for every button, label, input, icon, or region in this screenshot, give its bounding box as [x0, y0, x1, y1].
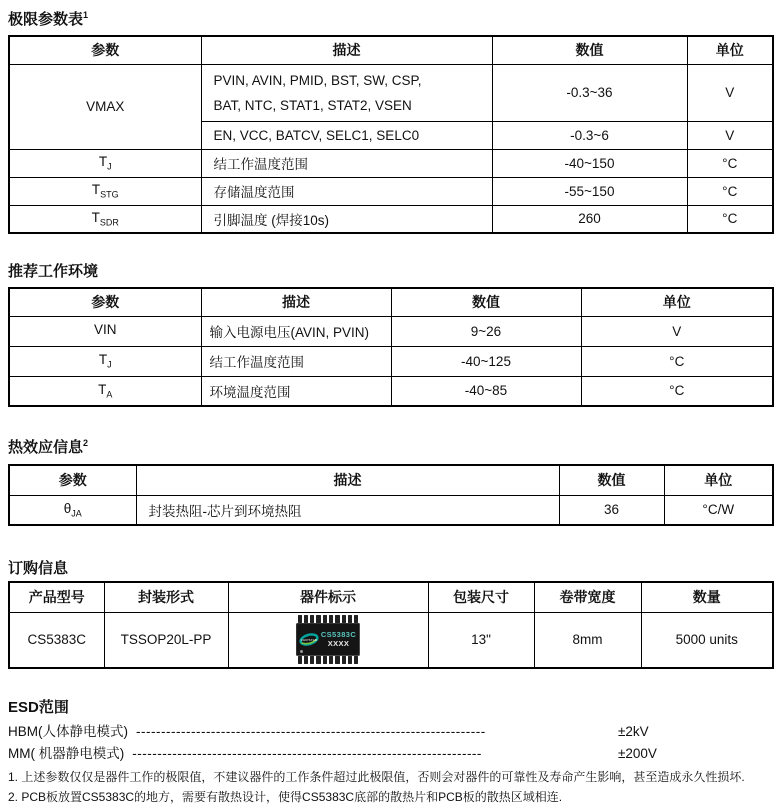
- desc-cell: 结工作温度范围: [201, 149, 492, 177]
- abs-max-table: [8, 35, 774, 234]
- section-title-recommended: [8, 262, 774, 282]
- param-symbol: θ: [63, 500, 72, 516]
- header-cell-value: 数值: [492, 36, 687, 64]
- param-symbol: T: [91, 209, 100, 225]
- header-cell-unit: 单位: [687, 36, 773, 64]
- table-row: [9, 64, 773, 121]
- section-title-text: 极限参数表: [8, 11, 84, 28]
- header-cell-desc: 描述: [136, 465, 559, 495]
- section-title-text: 推荐工作环境: [8, 263, 99, 280]
- table-row: [9, 177, 773, 205]
- section-title-ordering: [8, 559, 774, 579]
- param-cell: [9, 177, 201, 205]
- param-symbol: T: [98, 154, 108, 170]
- param-cell: [9, 205, 201, 233]
- part-number-cell: CS5383C: [9, 612, 104, 668]
- desc-cell: [201, 64, 492, 121]
- header-cell-marking: 器件标示: [228, 582, 428, 612]
- tape-width-cell: 8mm: [534, 612, 641, 668]
- table-row: [9, 495, 773, 525]
- header-cell-package: 封装形式: [104, 582, 228, 612]
- desc-cell: 环境温度范围: [201, 376, 391, 406]
- desc-cell: 引脚温度 (焊接10s): [201, 205, 492, 233]
- chip-marking: [319, 631, 358, 648]
- unit-cell: V: [687, 121, 773, 149]
- desc-cell: 结工作温度范围: [201, 346, 391, 376]
- chip-logo-text: CHIPSTAR: [300, 638, 318, 643]
- unit-cell: °C: [687, 149, 773, 177]
- param-subscript: J: [107, 359, 112, 370]
- desc-line: PVIN, AVIN, PMID, BST, SW, CSP,: [213, 72, 422, 88]
- table-row: [9, 612, 773, 668]
- param-cell: [9, 149, 201, 177]
- marking-cell: [228, 612, 428, 668]
- recommended-table: [8, 287, 774, 407]
- section-title-text: ESD范围: [8, 699, 69, 716]
- unit-cell: °C: [687, 205, 773, 233]
- header-cell-unit: 单位: [664, 465, 773, 495]
- esd-label: MM( 机器静电模式): [8, 746, 125, 761]
- value-cell: -40~150: [492, 149, 687, 177]
- param-cell: [9, 495, 136, 525]
- table-row: [9, 149, 773, 177]
- header-cell-param: 参数: [9, 288, 201, 316]
- header-cell-param: 参数: [9, 465, 136, 495]
- footnote-2: 2. PCB板放置CS5383C的地方，需要有散热设计，使得CS5383C底部的散热片和PCB板的散热区域相连.: [8, 790, 563, 804]
- thermal-table: [8, 464, 774, 526]
- unit-cell: °C: [581, 346, 773, 376]
- param-subscript: STG: [100, 189, 119, 200]
- table-header-row: [9, 465, 773, 495]
- header-cell-part-number: 产品型号: [9, 582, 104, 612]
- param-subscript: JA: [71, 508, 82, 519]
- param-symbol: VIN: [93, 322, 117, 338]
- chipstar-logo-icon: [299, 632, 319, 647]
- value-cell: 9~26: [391, 316, 581, 346]
- chip-marking-line2: XXXX: [327, 638, 350, 648]
- value-cell: 36: [559, 495, 664, 525]
- unit-cell: V: [687, 64, 773, 121]
- esd-row-hbm: [8, 720, 664, 742]
- table-header-row: [9, 36, 773, 64]
- value-cell: -40~125: [391, 346, 581, 376]
- unit-cell: °C/W: [664, 495, 773, 525]
- footnotes: [8, 767, 774, 807]
- section-title-abs-max: [8, 5, 774, 30]
- desc-cell: 存储温度范围: [201, 177, 492, 205]
- unit-cell: V: [581, 316, 773, 346]
- reel-size-cell: 13": [428, 612, 534, 668]
- desc-cell: 输入电源电压(AVIN, PVIN): [201, 316, 391, 346]
- title-superscript: 1: [83, 10, 89, 20]
- header-cell-quantity: 数量: [641, 582, 773, 612]
- param-subscript: J: [107, 161, 112, 172]
- package-cell: TSSOP20L-PP: [104, 612, 228, 668]
- param-cell: [9, 346, 201, 376]
- value-cell: -0.3~36: [492, 64, 687, 121]
- value-cell: 260: [492, 205, 687, 233]
- param-symbol: T: [98, 381, 107, 397]
- esd-value: ±2kV: [618, 724, 649, 739]
- esd-row-mm: [8, 742, 664, 764]
- table-row: [9, 346, 773, 376]
- table-row: [9, 376, 773, 406]
- header-cell-desc: 描述: [201, 288, 391, 316]
- desc-cell: 封装热阻-芯片到环境热阻: [136, 495, 559, 525]
- unit-cell: °C: [581, 376, 773, 406]
- esd-value: ±200V: [618, 746, 657, 761]
- header-cell-reel-size: 包装尺寸: [428, 582, 534, 612]
- section-title-esd: [8, 698, 774, 718]
- unit-cell: °C: [687, 177, 773, 205]
- header-cell-value: 数值: [391, 288, 581, 316]
- section-title-text: 订购信息: [8, 560, 69, 577]
- chip-body: [296, 623, 360, 656]
- table-header-row: [9, 582, 773, 612]
- section-title-thermal: [8, 433, 774, 458]
- param-subscript: SDR: [99, 217, 119, 228]
- header-cell-desc: 描述: [201, 36, 492, 64]
- section-title-text: 热效应信息: [8, 439, 84, 456]
- table-row: [9, 316, 773, 346]
- header-cell-unit: 单位: [581, 288, 773, 316]
- desc-cell: EN, VCC, BATCV, SELC1, SELC0: [201, 121, 492, 149]
- value-cell: -55~150: [492, 177, 687, 205]
- footnote-1: 1. 上述参数仅仅是器件工作的极限值，不建议器件的工作条件超过此极限值，否则会对器件的可靠性及寿命产生影响，甚至造成永久性损坏.: [8, 770, 745, 784]
- value-cell: -40~85: [391, 376, 581, 406]
- title-superscript: 2: [83, 438, 89, 448]
- param-subscript: A: [106, 389, 113, 400]
- param-cell: [9, 376, 201, 406]
- param-cell: VMAX: [9, 64, 201, 149]
- pin1-indicator-dot: [300, 650, 303, 653]
- param-symbol: T: [98, 352, 108, 368]
- value-cell: -0.3~6: [492, 121, 687, 149]
- ordering-table: [8, 581, 774, 669]
- chip-package-image: [293, 615, 363, 664]
- chip-pins-top: [293, 615, 363, 623]
- header-cell-value: 数值: [559, 465, 664, 495]
- desc-line: BAT, NTC, STAT1, STAT2, VSEN: [213, 97, 412, 113]
- esd-label: HBM(人体静电模式): [8, 724, 128, 739]
- table-header-row: [9, 288, 773, 316]
- param-cell: [9, 316, 201, 346]
- param-symbol: T: [91, 182, 101, 198]
- table-row: [9, 205, 773, 233]
- chip-marking-line1: CS5383C: [320, 630, 357, 640]
- esd-leader-dashes: ----------------------------------------------------------------------: [132, 746, 482, 761]
- header-cell-tape-width: 卷带宽度: [534, 582, 641, 612]
- esd-leader-dashes: ----------------------------------------------------------------------: [136, 724, 486, 739]
- chip-pins-bottom: [293, 656, 363, 664]
- quantity-cell: 5000 units: [641, 612, 773, 668]
- header-cell-param: 参数: [9, 36, 201, 64]
